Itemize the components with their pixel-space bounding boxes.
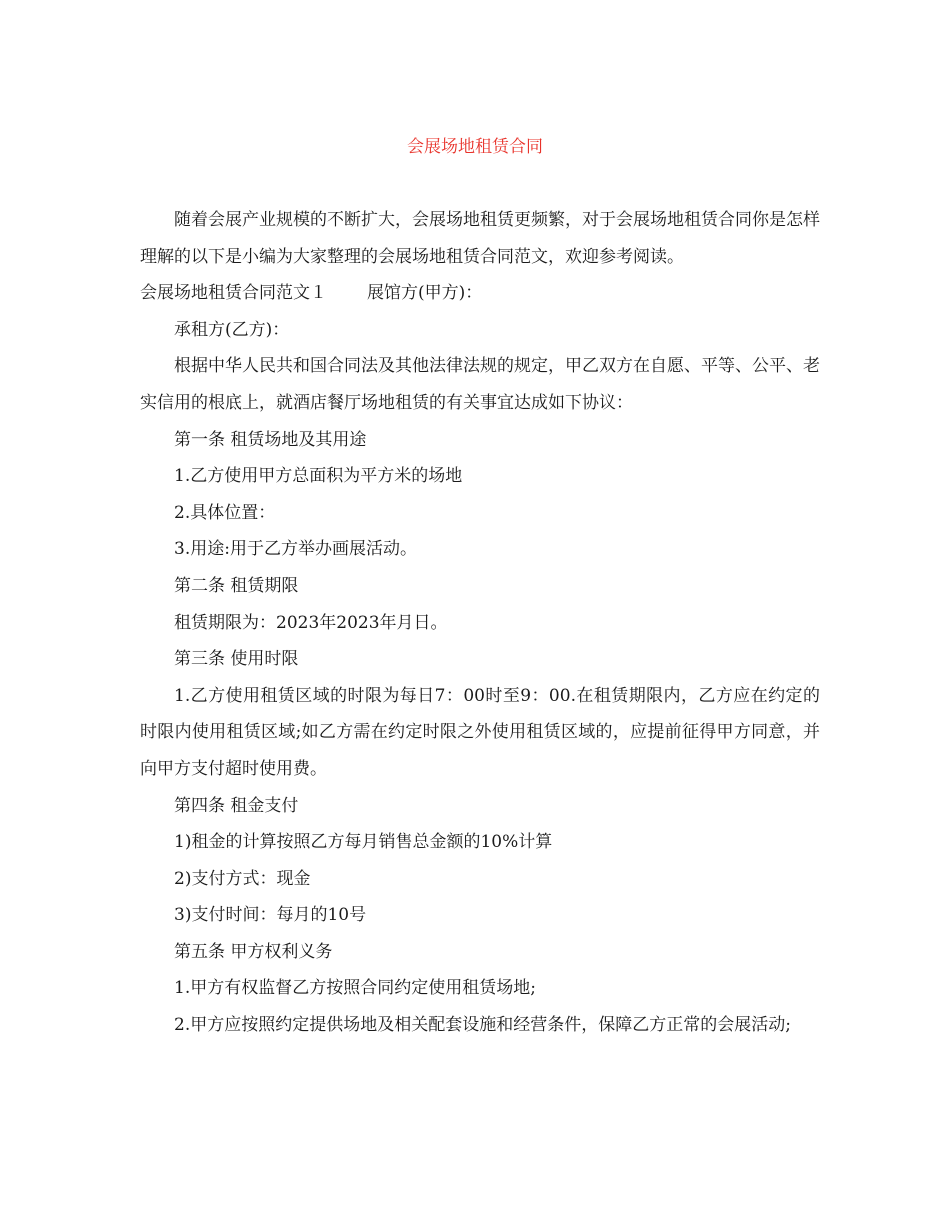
article-4-item: 1)租金的计算按照乙方每月销售总金额的10%计算 [174,832,553,853]
party-a-label: 展馆方(甲方)： [367,283,483,304]
article-2-item: 租赁期限为：2023年2023年月日。 [174,612,448,633]
article-5-item: 2.甲方应按照约定提供场地及相关配套设施和经营条件，保障乙方正常的会展活动; [174,1015,791,1036]
article-1-item: 1.乙方使用甲方总面积为平方米的场地 [174,466,463,487]
party-b-label: 承租方(乙方)： [174,319,290,340]
article-5-heading: 第五条 甲方权利义务 [174,941,333,962]
article-4-item: 3)支付时间：每月的10号 [174,905,367,926]
preamble-paragraph: 根据中华人民共和国合同法及其他法律法规的规定，甲乙双方在自愿、平等、公平、老实信用的根底上，就酒店餐厅场地租赁的有关事宜达成如下协议： [140,356,820,413]
article-3-heading: 第三条 使用时限 [174,649,299,670]
article-2-heading: 第二条 租赁期限 [174,575,299,596]
sample-heading: 会展场地租赁合同范文１ [140,283,327,304]
document-title: 会展场地租赁合同 [407,137,543,157]
article-1-heading: 第一条 租赁场地及其用途 [174,429,367,450]
article-4-heading: 第四条 租金支付 [174,795,299,816]
article-5-item: 1.甲方有权监督乙方按照合同约定使用租赁场地; [174,978,536,999]
article-4-item: 2)支付方式：现金 [174,868,311,889]
intro-paragraph: 随着会展产业规模的不断扩大，会展场地租赁更频繁，对于会展场地租赁合同你是怎样理解的以下是小编为大家整理的会展场地租赁合同范文，欢迎参考阅读。 [140,210,820,267]
article-1-item: 2.具体位置： [174,502,276,523]
document-body [140,202,820,1044]
article-1-item: 3.用途:用于乙方举办画展活动。 [174,539,417,560]
article-3-item: 1.乙方使用租赁区域的时限为每日7：00时至9：00.在租赁期限内，乙方应在约定的时限内使用租赁区域;如乙方需在约定时限之外使用租赁区域的，应提前征得甲方同意，并向甲方支付超时使用费。 [140,685,820,779]
sample-heading-line [140,275,820,312]
